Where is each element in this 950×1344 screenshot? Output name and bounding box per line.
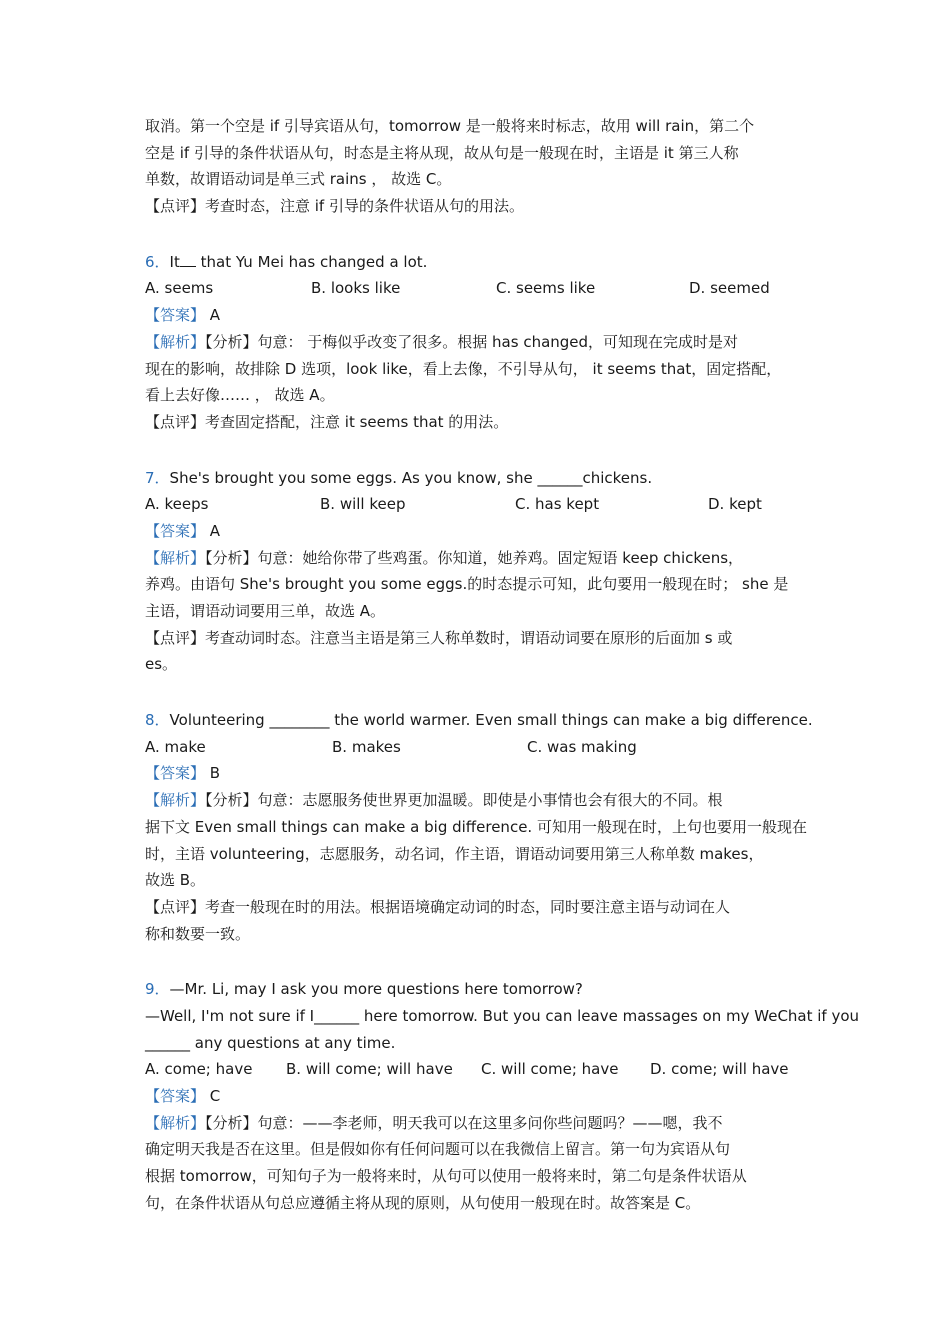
option-c: C. was making: [527, 737, 637, 756]
answer-blank: [180, 251, 196, 267]
analysis-line: 【解析】【分析】句意： 于梅似乎改变了很多。根据 has changed，可知现在完成时是对: [145, 332, 739, 351]
analysis-line: 时，主语 volunteering，志愿服务，动名词，作主语，谓语动词要用第三人称单数 makes，: [145, 844, 764, 863]
continued-text-line: 取消。第一个空是 if 引导宾语从句，tomorrow 是一般将来时标志，故用 will rain，第二个: [145, 117, 755, 135]
option-a: A. make: [145, 737, 206, 756]
question-8-stem: 8．Volunteering ________ the world warmer. Even small things can make a big difference.: [145, 711, 813, 730]
analysis-line: 据下文 Even small things can make a big difference. 可知用一般现在时，上句也要用一般现在: [145, 817, 807, 836]
question-number: 7．: [145, 468, 170, 487]
comment-line: 称和数要一致。: [145, 924, 251, 943]
analysis-line: 句，在条件状语从句总应遵循主将从现的原则，从句使用一般现在时。故答案是 C。: [145, 1193, 701, 1212]
continued-text-line: 单数，故谓语动词是单三式 rains ， 故选 C。: [145, 170, 452, 189]
option-b: B. makes: [332, 737, 401, 756]
option-d: D. come; will have: [650, 1060, 789, 1079]
question-8-options: [145, 734, 820, 761]
question-number: 6．: [145, 252, 170, 271]
analysis-line: 现在的影响，故排除 D 选项，look like，看上去像，不引导从句， it seems that，固定搭配，: [145, 359, 782, 378]
question-9-options: [145, 1056, 820, 1083]
comment-line: 【点评】考查动词时态。注意当主语是第三人称单数时，谓语动词要在原形的后面加 s 或: [145, 628, 733, 647]
option-c: C. has kept: [515, 495, 600, 514]
document-page: [145, 113, 860, 1216]
answer-line: 【答案】 B: [145, 764, 221, 783]
analysis-line: 主语，谓语动词要用三单，故选 A。: [145, 602, 386, 620]
analysis-line: 养鸡。由语句 She's brought you some eggs.的时态提示可知，此句要用一般现在时； she 是: [145, 575, 789, 594]
answer-line: 【答案】 C: [145, 1087, 221, 1105]
question-number: 9．: [145, 980, 170, 999]
option-b: B. looks like: [311, 279, 401, 298]
question-9-stem: ______ any questions at any time.: [145, 1033, 396, 1052]
question-6-stem: 6．It that Yu Mei has changed a lot.: [145, 252, 428, 271]
comment-line: es。: [145, 655, 178, 674]
analysis-line: 看上去好像…… ， 故选 A。: [145, 386, 335, 405]
question-6-options: [145, 275, 820, 302]
option-d: D. kept: [708, 495, 762, 514]
continued-text-line: 空是 if 引导的条件状语从句，时态是主将从现，故从句是一般现在时，主语是 it 第三人称: [145, 143, 739, 162]
option-a: A. come; have: [145, 1060, 253, 1079]
comment-line: 【点评】考查时态，注意 if 引导的条件状语从句的用法。: [145, 197, 524, 216]
analysis-line: 【解析】【分析】句意：她给你带了些鸡蛋。你知道，她养鸡。固定短语 keep chickens，: [145, 548, 744, 567]
comment-line: 【点评】考查固定搭配，注意 it seems that 的用法。: [145, 412, 509, 431]
question-7-options: [145, 491, 820, 518]
analysis-line: 确定明天我是否在这里。但是假如你有任何问题可以在我微信上留言。第一句为宾语从句: [145, 1140, 731, 1159]
analysis-line: 故选 B。: [145, 871, 206, 890]
analysis-line: 【解析】【分析】句意：——李老师，明天我可以在这里多问你些问题吗？——嗯，我不: [145, 1113, 723, 1132]
option-a: A. seems: [145, 279, 214, 298]
answer-line: 【答案】 A: [145, 306, 221, 325]
option-d: D. seemed: [689, 279, 770, 298]
option-c: C. will come; have: [481, 1060, 619, 1079]
question-number: 8．: [145, 711, 170, 730]
answer-line: 【答案】 A: [145, 521, 221, 540]
option-a: A. keeps: [145, 495, 209, 514]
question-9-stem: 9．—Mr. Li, may I ask you more questions here tomorrow?: [145, 980, 583, 999]
option-b: B. will come; will have: [286, 1060, 453, 1079]
question-9-stem: —Well, I'm not sure if I______ here tomorrow. But you can leave massages on my WeChat if you: [145, 1006, 860, 1025]
analysis-line: 根据 tomorrow，可知句子为一般将来时，从句可以使用一般将来时，第二句是条件状语从: [145, 1167, 747, 1186]
option-b: B. will keep: [320, 495, 406, 514]
comment-line: 【点评】考查一般现在时的用法。根据语境确定动词的时态，同时要注意主语与动词在人: [145, 897, 731, 916]
analysis-line: 【解析】【分析】句意：志愿服务使世界更加温暖。即使是小事情也会有很大的不同。根: [145, 791, 723, 810]
option-c: C. seems like: [496, 279, 596, 298]
question-7-stem: 7．She's brought you some eggs. As you know, she ______chickens.: [145, 468, 653, 487]
